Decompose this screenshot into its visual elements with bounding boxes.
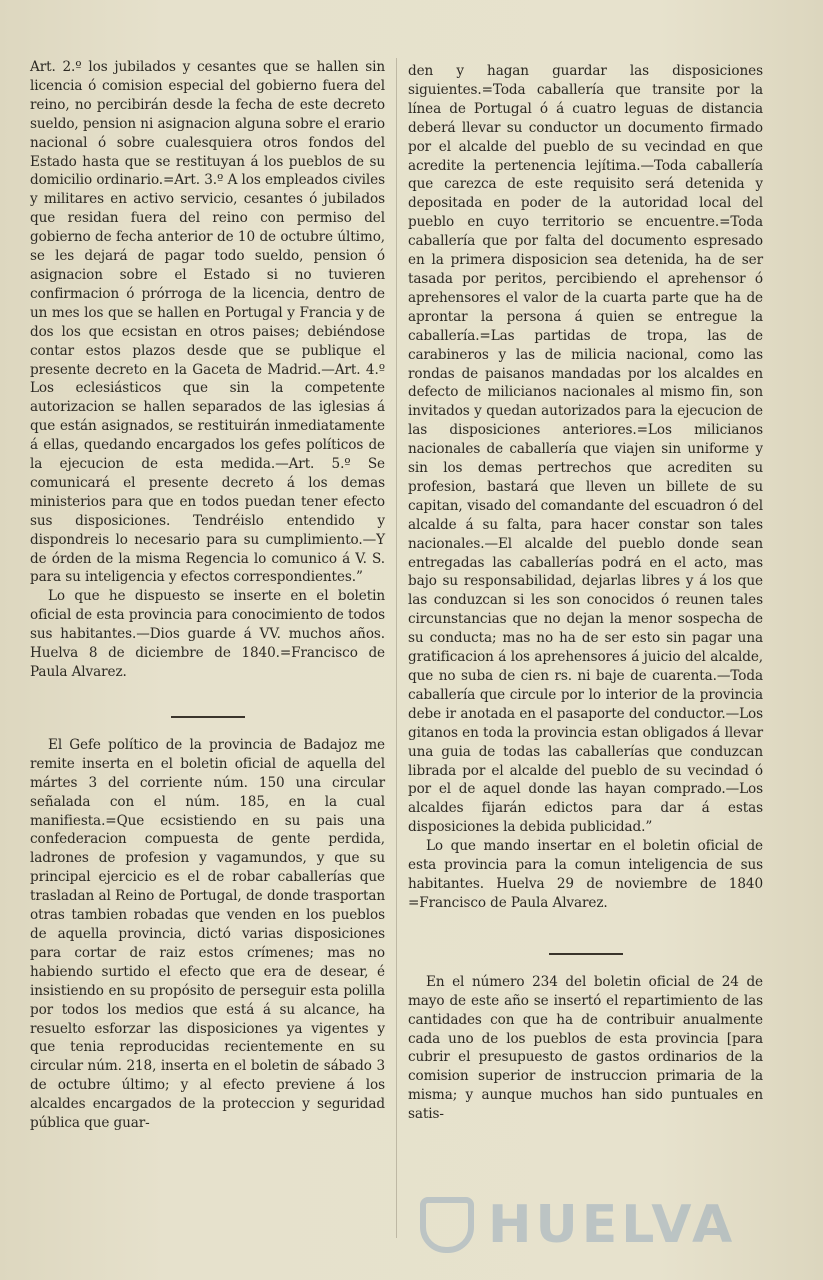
left-column (30, 58, 385, 1133)
decree-articles-paragraph: Art. 2.º los jubilados y cesantes que se hallen sin licencia ó comision especial del gobierno fuera del reino, no percibirán desde la fecha de este decreto sueldo, pension ni asignacion alguna sobre el erario nacional ó sobre cualesquiera otros fondos del Estado hasta que se restituyan á los pueblos de su domicilio ordinario.=Art. 3.º A los empleados civiles y militares en activo servicio, cesantes ó jubilados que residan fuera del reino con permiso del gobierno de fecha anterior de 10 de octubre último, se les dejará de pagar todo sueldo, pension ó asignacion sobre el Estado si no tuvieren confirmacion ó prórroga de la licencia, dentro de un mes los que se hallen en Portugal y Francia y de dos los que ecsistan en otros paises; debiéndose contar estos plazos desde que se publique el presente decreto en la Gaceta de Madrid.—Art. 4.º Los eclesiásticos que sin la competente autorizacion se hallen separados de las iglesias á que están asignados, se restituirán inmediatamente á ellas, quedando encargados los gefes políticos de la ejecucion de esta medida.—Art. 5.º Se comunicará el presente decreto á los demas ministerios para que en todos puedan tener efecto sus disposiciones. Tendréislo entendido y dispondreis lo necesario para su cumplimiento.—Y de órden de la misma Regencia lo comunico á V. S. para su inteligencia y efectos correspondientes.” (30, 59, 385, 586)
column-gutter-line (396, 58, 397, 1238)
instruction-budget-paragraph: En el número 234 del boletin oficial de 24 de mayo de este año se insertó el repartimiento de las cantidades con que ha de contribuir anualmente cada uno de los pueblos de esta provincia [para cubrir el presupuesto de gastos ordinarios de la comision superior de instruccion primaria de la misma; y aunque muchos han sido puntuales en satis- (408, 973, 763, 1123)
watermark-text: HUELVA (488, 1195, 737, 1255)
cavalry-dispositions-paragraph: den y hagan guardar las disposiciones siguientes.=Toda caballería que transite por la línea de Portugal ó á cuatro leguas de distancia deberá llevar su conductor un documento firmado por el alcalde del pueblo de su vecindad en que acredite la pertenencia lejítima.—Toda caballería que carezca de este requisito será detenida y depositada en poder de la autoridad local del pueblo en cuyo territorio se encuentre.=Toda caballería que por falta del documento espresado en la primera disposicion sea detenida, ha de ser tasada por peritos, percibiendo el aprehensor ó aprehensores el valor de la cuarta parte que ha de aprontar la persona á quien se entregue la caballería.=Las partidas de tropa, las de carabineros y las de milicia nacional, como las rondas de paisanos mandadas por los alcaldes en defecto de milicianos nacionales al mismo fin, son invitados y quedan autorizados para la ejecucion de las disposiciones anteriores.=Los milicianos nacionales de caballería que viajen sin uniforme y sin los demas pertrechos que acrediten su profesion, bastará que lleven un billete de su capitan, visado del comandante del escuadron ó del alcalde á su falta, para hacer constar son tales nacionales.—El alcalde del pueblo donde sean entregadas las caballerías podrá en el acto, mas bajo su responsabilidad, dejarlas libres y á los que las conduzcan si les son conocidos ó reunen tales circunstancias que no dejan la menor sospecha de su conducta; mas no ha de ser esto sin pagar una gratificacion á los aprehensores á juicio del alcalde, que no suba de cien rs. ni baje de cuarenta.—Toda caballería que circule por lo interior de la provincia debe ir anotada en el pasaporte del conductor.—Los gitanos en toda la provincia estan obligados á llevar una guia de todas las caballerías que conduzcan librada por el alcalde del pueblo de su vecindad ó por el de aquel donde las hayan comprado.—Los alcaldes fijarán edictos para dar á estas disposiciones la debida publicidad.” (408, 63, 763, 836)
huelva-nov-29-order-paragraph: Lo que mando insertar en el boletin oficial de esta provincia para la comun inteligencia de sus habitantes. Huelva 29 de noviembre de 1840 =Francisco de Paula Alvarez. (408, 838, 763, 911)
huelva-dec-8-order-paragraph: Lo que he dispuesto se inserte en el boletin oficial de esta provincia para conocimiento de todos sus habitantes.—Dios guarde á VV. muchos años. Huelva 8 de diciembre de 1840.=Francisco de Paula Alvarez. (30, 588, 385, 680)
badajoz-circular-paragraph: El Gefe político de la provincia de Badajoz me remite inserta en el boletin oficial de aquella del mártes 3 del corriente núm. 150 una circular señalada con el núm. 185, en la cual manifiesta.=Que ecsistiendo en su pais una confederacion compuesta de gente perdida, ladrones de profesion y vagamundos, y que su principal ejercicio es el de robar caballerías que trasladan al Reino de Portugal, de donde trasportan otras tambien robadas que venden en los pueblos de aquella provincia, dictó varias disposiciones para cortar de raiz estos crímenes; mas no habiendo surtido el efecto que era de desear, é insistiendo en su propósito de perseguir esta polilla por todos los medios que está á su alcance, ha resuelto esforzar las disposiciones ya vigentes y que tenia reproducidas recientemente en su circular núm. 218, inserta en el boletin de sábado 3 de octubre último; y al efecto previene á los alcaldes encargados de la proteccion y seguridad pública que guar- (30, 736, 385, 1132)
section-separator-rule (171, 716, 245, 718)
shield-icon (420, 1197, 474, 1253)
huelva-watermark (420, 1190, 760, 1260)
right-column (408, 62, 763, 1124)
section-separator-rule (549, 953, 623, 955)
